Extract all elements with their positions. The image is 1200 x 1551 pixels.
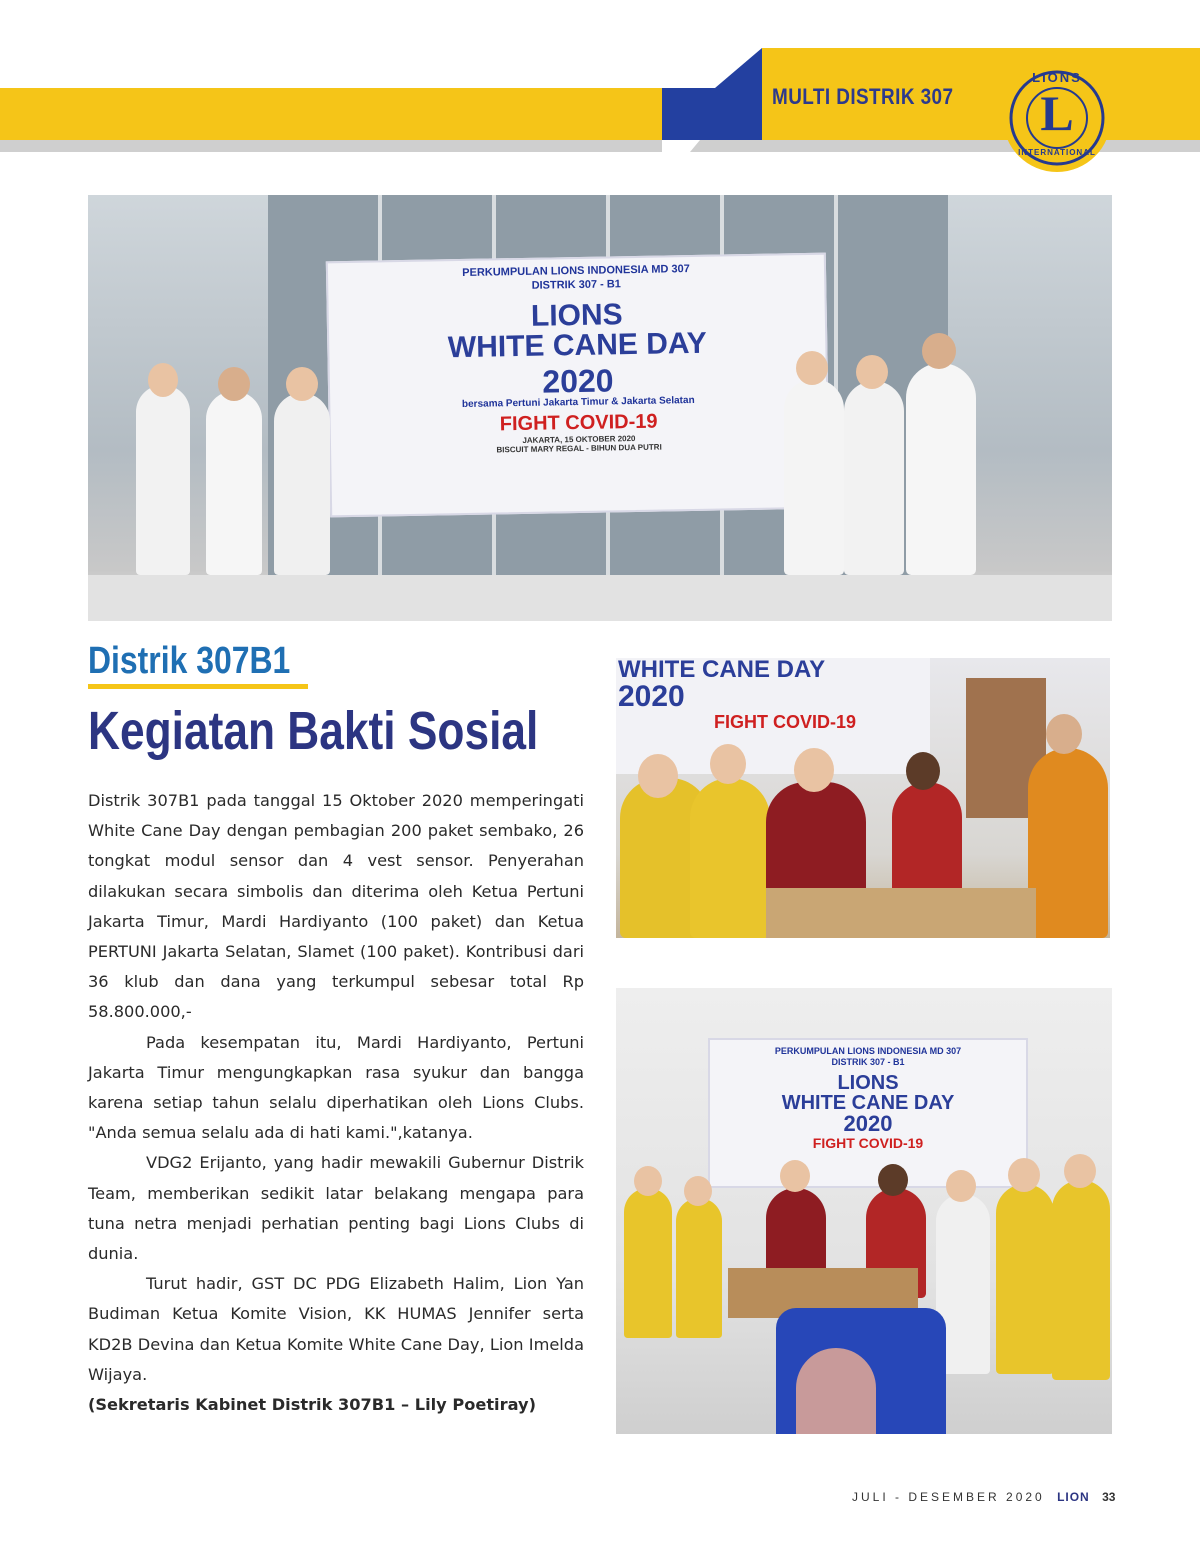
lions-logo — [1001, 62, 1113, 174]
article-title: Kegiatan Bakti Sosial — [88, 701, 539, 761]
banner-with-text: bersama Pertuni Jakarta Timur & Jakarta Selatan — [461, 394, 695, 411]
photo-bottom-group — [616, 988, 1112, 1434]
bottom-photo-banner — [708, 1038, 1028, 1188]
article-kicker: Distrik 307B1 — [88, 640, 291, 682]
banner-title-1: LIONS — [530, 298, 623, 333]
banner-year: 2020 — [542, 362, 614, 400]
logo-text-bottom: INTERNATIONAL — [1018, 148, 1096, 157]
banner-title-2: WHITE CANE DAY — [618, 658, 826, 683]
top-photo-banner — [326, 253, 830, 518]
banner-org-text: PERKUMPULAN LIONS INDONESIA MD 307 — [774, 1046, 962, 1056]
article-body — [88, 786, 584, 1420]
article-paragraph: Distrik 307B1 pada tanggal 15 Oktober 2020 memperingati White Cane Day dengan pembagian 200 paket sembako, 26 tongkat modul sensor dan 4 vest sensor. Penyerahan dilakukan secara simbolis dan diterima oleh Ketua Pertuni Jakarta Timur, Mardi Hardiyanto (100 paket) dan Ketua PERTUNI Jakarta Selatan, Slamet (100 paket). Kontribusi dari 36 klub dan dana yang terkumpul sebesar total Rp 58.800.000,- — [88, 791, 584, 1022]
banner-fight-text: FIGHT COVID-19 — [812, 1135, 924, 1151]
banner-org-text: PERKUMPULAN LIONS INDONESIA MD 307 — [462, 263, 690, 280]
banner-title-1: LIONS — [837, 1072, 899, 1094]
banner-sponsor-text: BISCUIT MARY REGAL - BIHUN DUA PUTRI — [496, 442, 662, 455]
article-paragraph: VDG2 Erijanto, yang hadir mewakili Gubernur Distrik Team, memberikan sedikit latar belakang mengapa para tuna netra menjadi perhatian penting bagi Lions Clubs di dunia. — [88, 1153, 584, 1264]
banner-year: 2020 — [618, 680, 685, 713]
logo-text-top: LIONS — [1032, 70, 1082, 85]
banner-district-text: DISTRIK 307 - B1 — [531, 278, 621, 292]
logo-letter: L — [1040, 85, 1074, 141]
kicker-underline — [88, 684, 308, 689]
article-paragraph: Turut hadir, GST DC PDG Elizabeth Halim, Lion Yan Budiman Ketua Komite Vision, KK HUMAS Jennifer serta KD2B Devina dan Ketua Komite White Cane Day, Lion Imelda Wijaya. — [88, 1274, 584, 1384]
banner-title-2: WHITE CANE DAY — [781, 1092, 955, 1114]
banner-fight-text: FIGHT COVID-19 — [499, 410, 658, 436]
banner-year: 2020 — [843, 1111, 893, 1136]
page-number: 33 — [1102, 1490, 1116, 1504]
photo-top-group — [88, 195, 1112, 621]
banner-fight-text: FIGHT COVID-19 — [714, 712, 857, 732]
photo-middle-handover — [616, 658, 1110, 938]
multi-district-label: MULTI DISTRIK 307 — [772, 84, 954, 109]
page-footer — [852, 1490, 1115, 1504]
article-paragraph: Pada kesempatan itu, Mardi Hardiyanto, Pertuni Jakarta Timur mengungkapkan rasa syukur dan bangga karena setiap tahun selalu diperhatikan oleh Lions Clubs. "Anda semua selalu ada di hati kami.",katanya. — [88, 1032, 584, 1143]
banner-date-text: JAKARTA, 15 OKTOBER 2020 — [522, 434, 636, 445]
footer-issue: JULI - DESEMBER 2020 — [852, 1490, 1045, 1504]
banner-district-text: DISTRIK 307 - B1 — [831, 1057, 905, 1067]
article-signature: (Sekretaris Kabinet Distrik 307B1 – Lily Poetiray) — [88, 1395, 536, 1415]
page-header — [0, 0, 1200, 170]
footer-magazine: LION — [1057, 1490, 1090, 1504]
banner-title-2: WHITE CANE DAY — [447, 326, 708, 365]
